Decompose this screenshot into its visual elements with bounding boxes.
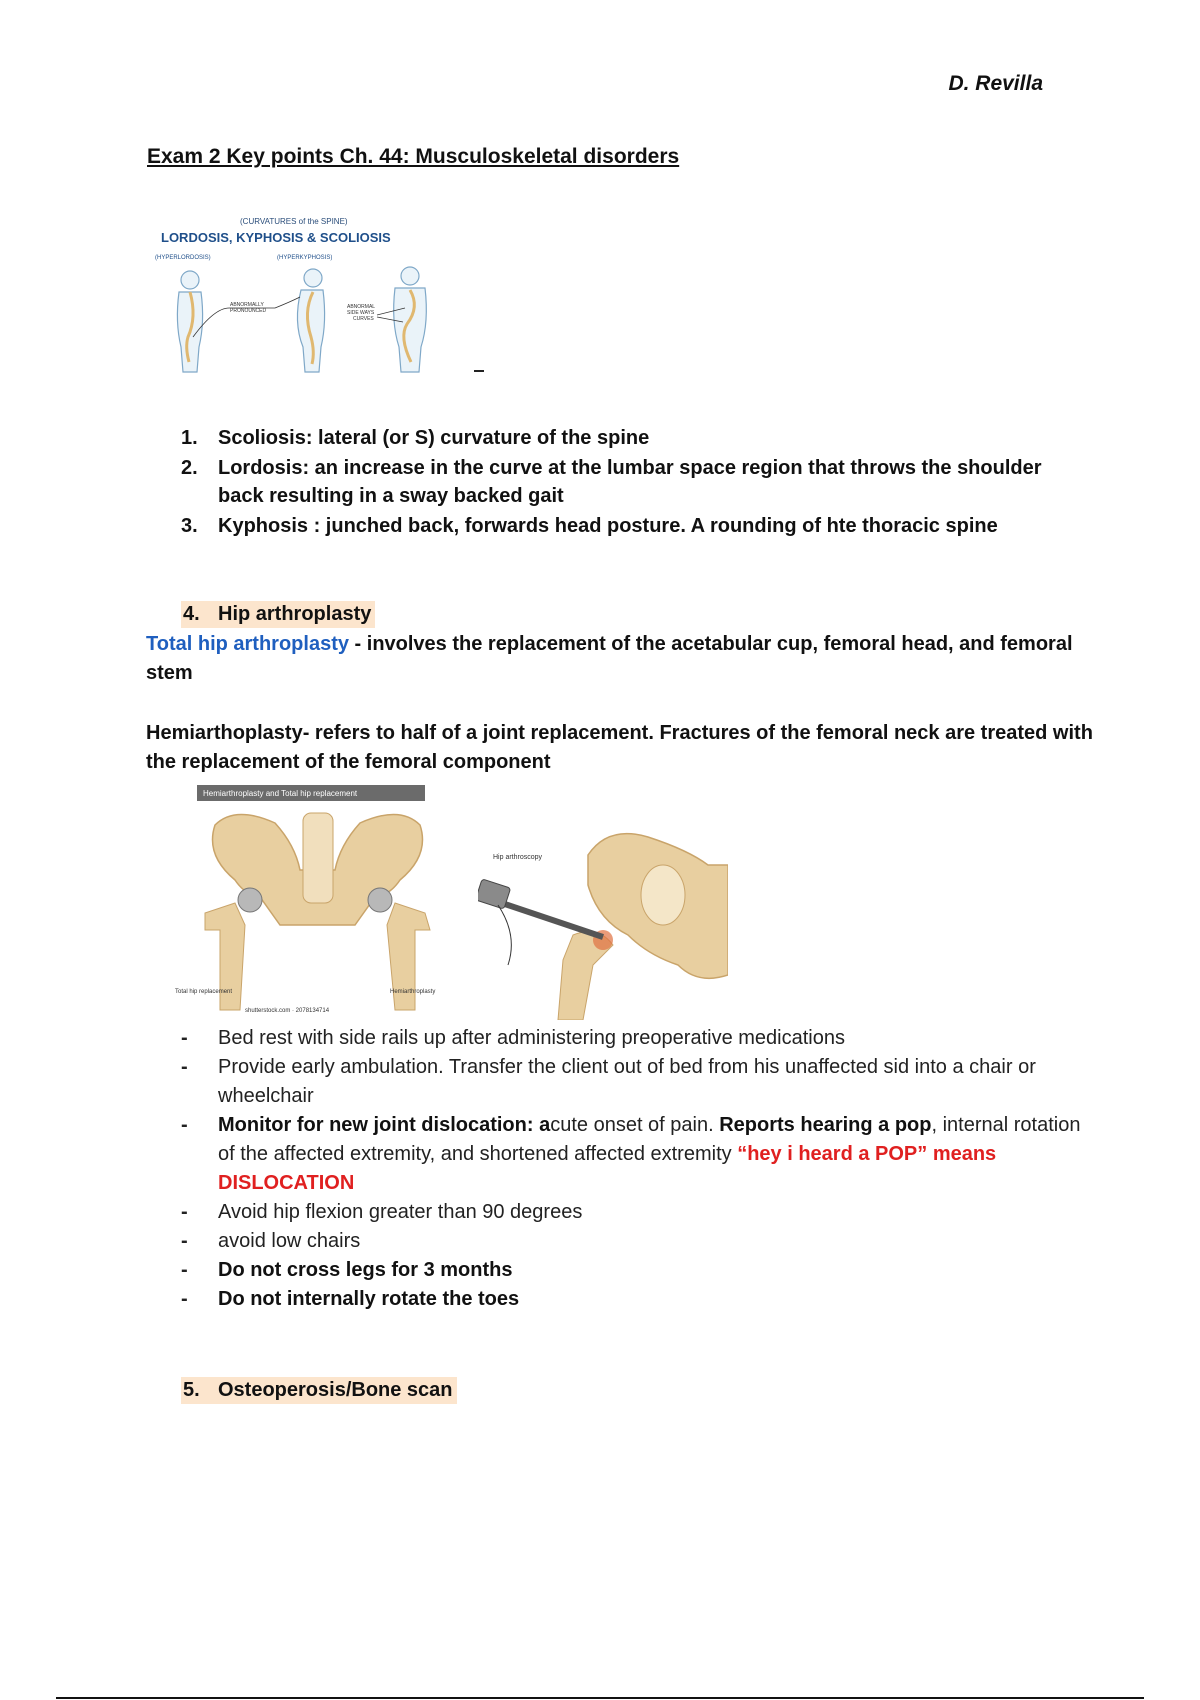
list-item: - Monitor for new joint dislocation: acute onset of pain. Reports hearing a pop, internal rotation of the affected extremity, and shortened affected extremity “hey i heard a POP” means DISLOCATION: [181, 1114, 1081, 1194]
note-right-3: CURVES: [353, 316, 374, 322]
divider-mark: [474, 370, 484, 372]
label-total-hip: Total hip replacement: [175, 989, 233, 995]
sacrum-icon: [641, 865, 685, 925]
page-title: Exam 2 Key points Ch. 44: Musculoskeletal disorders: [147, 145, 680, 168]
list-item: 1. Scoliosis: lateral (or S) curvature of the spine: [181, 427, 650, 449]
scope-handle-icon: [478, 879, 511, 909]
hip-arthroscopy-figure: [478, 825, 728, 1020]
implant-ball-icon: [368, 888, 392, 912]
list-item: - Avoid hip flexion greater than 90 degrees: [181, 1201, 583, 1223]
page-bottom-rule: [56, 1697, 1144, 1699]
curvature-list: [181, 424, 1081, 541]
sacrum-icon: [303, 813, 333, 903]
note-right-1: ABNORMAL: [347, 304, 376, 310]
note-left-1: ABNORMALLY: [230, 302, 264, 308]
spine-curvatures-figure: [155, 212, 455, 377]
note-left-2: PRONOUNCED: [230, 308, 267, 314]
figure-heading: LORDOSIS, KYPHOSIS & SCOLIOSIS: [161, 230, 391, 245]
arthroscopy-label: Hip arthroscopy: [493, 854, 543, 861]
note-right-2: SIDE WAYS: [347, 310, 375, 316]
list-item: - Bed rest with side rails up after administering preoperative medications: [181, 1027, 845, 1049]
section-heading-osteoporosis: 5. Osteoperosis/Bone scan: [181, 1377, 457, 1404]
hip-replacement-figure: [175, 785, 460, 1015]
section-heading-hip-arthroplasty: 4. Hip arthroplasty: [181, 601, 375, 628]
figure-credit: shutterstock.com · 2078134714: [245, 1008, 330, 1014]
list-item: 3. Kyphosis : junched back, forwards head posture. A rounding of hte thoracic spine: [181, 514, 998, 537]
list-item: - Do not cross legs for 3 months: [181, 1259, 513, 1281]
figure-subtitle: (CURVATURES of the SPINE): [240, 217, 348, 226]
label-hyperkyphosis: (HYPERKYPHOSIS): [277, 255, 333, 261]
label-hyperlordosis: (HYPERLORDOSIS): [155, 255, 211, 261]
total-hip-term: Total hip arthroplasty: [146, 633, 349, 655]
total-hip-paragraph: Total hip arthroplasty - involves the replacement of the acetabular cup, femoral head, and femoral stem: [146, 633, 1073, 684]
dislocation-alert: “hey i heard a POP” means DISLOCATION: [218, 1143, 997, 1194]
list-item: - Provide early ambulation. Transfer the client out of bed from his unaffected sid into a chair or wheelchair: [181, 1056, 1036, 1107]
care-bullet-list: [181, 1024, 1101, 1314]
hemiarthroplasty-paragraph: Hemiarthoplasty- refers to half of a joint replacement. Fractures of the femoral neck are treated with the replacement of the femoral component: [146, 722, 1093, 773]
label-hemiarthroplasty: Hemiarthroplasty: [390, 989, 436, 995]
kyphosis-body-icon: [297, 269, 324, 372]
cable-icon: [498, 905, 511, 965]
implant-ball-icon: [238, 888, 262, 912]
list-item: - Do not internally rotate the toes: [181, 1288, 520, 1310]
lordosis-body-icon: [177, 271, 202, 372]
list-item: - avoid low chairs: [181, 1230, 361, 1252]
author-name: D. Revilla: [948, 72, 1043, 95]
list-item: 2. Lordosis: an increase in the curve at the lumbar space region that throws the shoulder back resulting in a sway backed gait: [181, 456, 1042, 507]
figure-banner-text: Hemiarthroplasty and Total hip replacement: [203, 789, 358, 798]
